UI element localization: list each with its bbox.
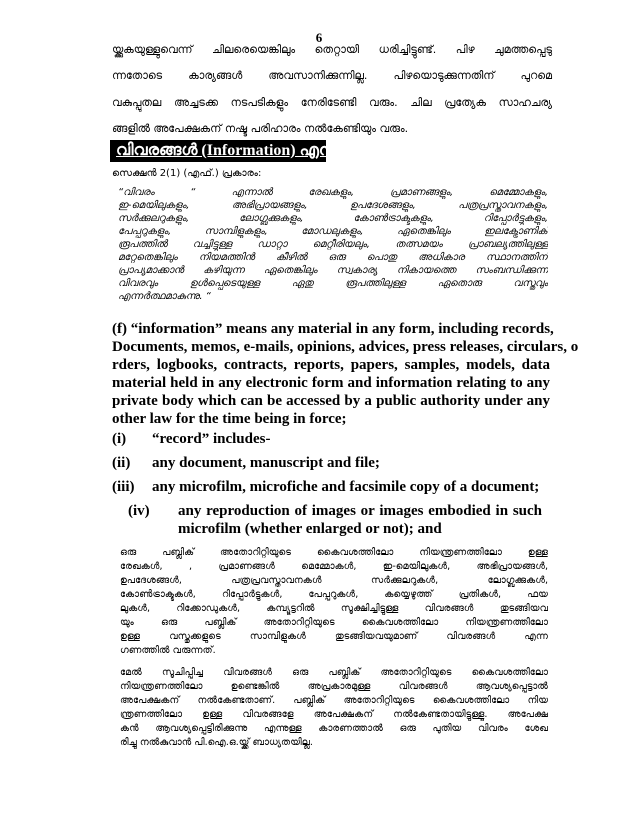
definition-line: പ്രാപ്യമാക്കാൻ കഴിയുന്ന ഏതെങ്കിലും സ്വകാര്യ നികായത്തെ സംബന്ധിക്കുന്ന bbox=[118, 265, 548, 276]
definition-line: ഇ-മെയിലുകളും, അഭിപ്രായങ്ങളും, ഉപദേശങ്ങളും, പത്രപ്രസ്താവനകളും, bbox=[118, 200, 548, 211]
definition-line: “വിവരം “ എന്നാൽ രേഖകളും, പ്രമാണങ്ങളും, മെമ്മോകളും, bbox=[118, 187, 548, 198]
intro-line: ന്നതോടെ കാര്യങ്ങൾ അവസാനിക്കുന്നില്ല. പിഴയൊടുക്കുന്നതിന് പുറമെ bbox=[112, 69, 552, 82]
record-item-number: (i) bbox=[112, 431, 127, 447]
intro-line: വകുപ്പുതല അച്ചടക്ക നടപടികളും നേരിടേണ്ടി വരും. ചില പ്രത്യേക സാഹചര്യ bbox=[112, 96, 552, 109]
definition-line: പേപ്പറുകളും, സാമ്പിളുകളും, മോഡലുകളും, ഏതെങ്കിലും ഇലക്ട്രോണിക് bbox=[118, 226, 548, 237]
paragraph-line: ലുകൾ, റിക്കോഡുകൾ, കമ്പ്യൂട്ടറിൽ സൂക്ഷിച്ചിട്ടുള്ള വിവരങ്ങൾ തുടങ്ങിയവ bbox=[120, 603, 548, 614]
paragraph-line: ഗണത്തിൽ വരുന്നത്. bbox=[120, 645, 216, 656]
section-heading: വിവരങ്ങൾ (Information) എന്നാൽ എന്ത്? bbox=[110, 140, 326, 162]
definition-line: എന്നർത്ഥമാകുന്നു. “ bbox=[118, 291, 211, 302]
paragraph-line: ഒരു പബ്ലിക് അതോറിറ്റിയുടെ കൈവശത്തിലോ നിയന്ത്രണത്തിലോ ഉള്ള bbox=[120, 547, 548, 558]
paragraph-line: ഉപദേശങ്ങൾ, പത്രപ്രവസ്താവനകൾ സർക്കുലറുകൾ, ലോഗ്ബുക്കുകൾ, bbox=[120, 575, 548, 586]
definition-line: മറ്റേതെങ്കിലും നിയമത്തിൻ കീഴിൽ ഒരു പൊതു അധികാര സ്ഥാനത്തിന് bbox=[118, 252, 548, 263]
english-line: Documents, memos, e-mails, opinions, advices, press releases, circulars, o bbox=[112, 339, 579, 355]
record-item-text: microfilm (whether enlarged or not); and bbox=[178, 521, 442, 537]
record-item-text: any document, manuscript and file; bbox=[152, 455, 380, 471]
record-item-text: any reproduction of images or images embodied in such bbox=[178, 503, 542, 519]
english-line: other law for the time being in force; bbox=[112, 411, 347, 427]
paragraph-line: മേൽ സൂചിപ്പിച്ച വിവരങ്ങൾ ഒരു പബ്ലിക് അതോറിറ്റിയുടെ കൈവശത്തിലോ bbox=[120, 667, 548, 678]
record-item-number: (iii) bbox=[112, 479, 135, 495]
definition-line: സർക്കുലറുകളും, ലോഗ്ബുക്കുകളും, കോൺട്രാക്ടുകളും, റിപ്പോർട്ടുകളും, bbox=[118, 213, 548, 224]
paragraph-line: രേഖകൾ, , പ്രമാണങ്ങൾ മെമ്മോകൾ, ഇ-മെയിലുകൾ, അഭിപ്രായങ്ങൾ, bbox=[120, 561, 548, 572]
paragraph-line: കൻ ആവശ്യപ്പെട്ടിരിക്കുന്നു എന്നുള്ള കാരണത്താൽ ഒരു പുതിയ വിവരം ശേഖ bbox=[120, 723, 548, 734]
paragraph-line: ഉള്ള വസ്തുക്കളുടെ സാമ്പിളുകൾ തുടങ്ങിയവയുമാണ് വിവരങ്ങൾ എന്ന bbox=[120, 631, 548, 642]
intro-line: യ്ക്കുകയുള്ളുവെന്ന് ചിലരെയെങ്കിലും തെറ്റായി ധരിച്ചിട്ടുണ്ട്. പിഴ ചുമത്തപ്പെടു bbox=[112, 43, 552, 56]
intro-line: ങ്ങളിൽ അപേക്ഷകന് നഷ്ട പരിഹാരം നൽകേണ്ടിയും വരും. bbox=[112, 122, 409, 135]
record-item-number: (ii) bbox=[112, 455, 131, 471]
english-line: private body which can be accessed by a public authority under any bbox=[112, 393, 550, 409]
paragraph-line: നിയന്ത്രണത്തിലോ ഉണ്ടെങ്കിൽ അപ്രകാരമുള്ള വിവരങ്ങൾ ആവശ്യപ്പെട്ടാൽ bbox=[120, 681, 548, 692]
english-line: rders, logbooks, contracts, reports, papers, samples, models, data bbox=[112, 357, 550, 373]
paragraph-line: യും ഒരു പബ്ലിക് അതോറിറ്റിയുടെ കൈവശത്തിലോ നിയന്ത്രണത്തിലോ bbox=[120, 617, 548, 628]
paragraph-line: രിച്ചു നൽകുവാൻ പി.ഐ.ഒ.യ്ക്ക് ബാധ്യതയില്ല. bbox=[120, 737, 313, 748]
record-item-text: “record” includes- bbox=[152, 431, 271, 447]
definition-line: രൂപത്തിൽ വച്ചിട്ടുള്ള ഡാറ്റാ മെറ്റീരിയലും, തത്സമയം പ്രാബല്യത്തിലുള്ള bbox=[118, 239, 548, 250]
record-item-text: any microfilm, microfiche and facsimile copy of a document; bbox=[152, 479, 540, 495]
paragraph-line: കോൺട്രാക്ടുകൾ, റിപ്പോർട്ടുകൾ, പേപ്പറുകൾ, കയ്യെഴുത്ത് പ്രതികൾ, ഫയ bbox=[120, 589, 548, 600]
record-item-number: (iv) bbox=[128, 503, 150, 519]
paragraph-line: അപേക്ഷകന് നൽകേണ്ടതാണ്. പബ്ലിക് അതോറിറ്റിയുടെ കൈവശത്തിലോ നിയ bbox=[120, 695, 548, 706]
section-reference: സെക്ഷൻ 2(1) (എഫ്.) പ്രകാരം: bbox=[112, 168, 262, 179]
paragraph-line: ന്ത്രണത്തിലോ ഉള്ള വിവരങ്ങളേ അപേക്ഷകന് നൽകേണ്ടതായിട്ടുള്ളൂ. അപേക്ഷ bbox=[120, 709, 548, 720]
definition-line: വിവരവും ഉൾപ്പെടെയുള്ള ഏതു രൂപത്തിലുള്ള ഏതൊരു വസ്തുവും bbox=[118, 278, 548, 289]
english-line: (f) “information” means any material in any form, including records, bbox=[112, 321, 554, 337]
english-line: material held in any electronic form and information relating to any bbox=[112, 375, 550, 391]
page-number: 6 bbox=[315, 30, 323, 45]
